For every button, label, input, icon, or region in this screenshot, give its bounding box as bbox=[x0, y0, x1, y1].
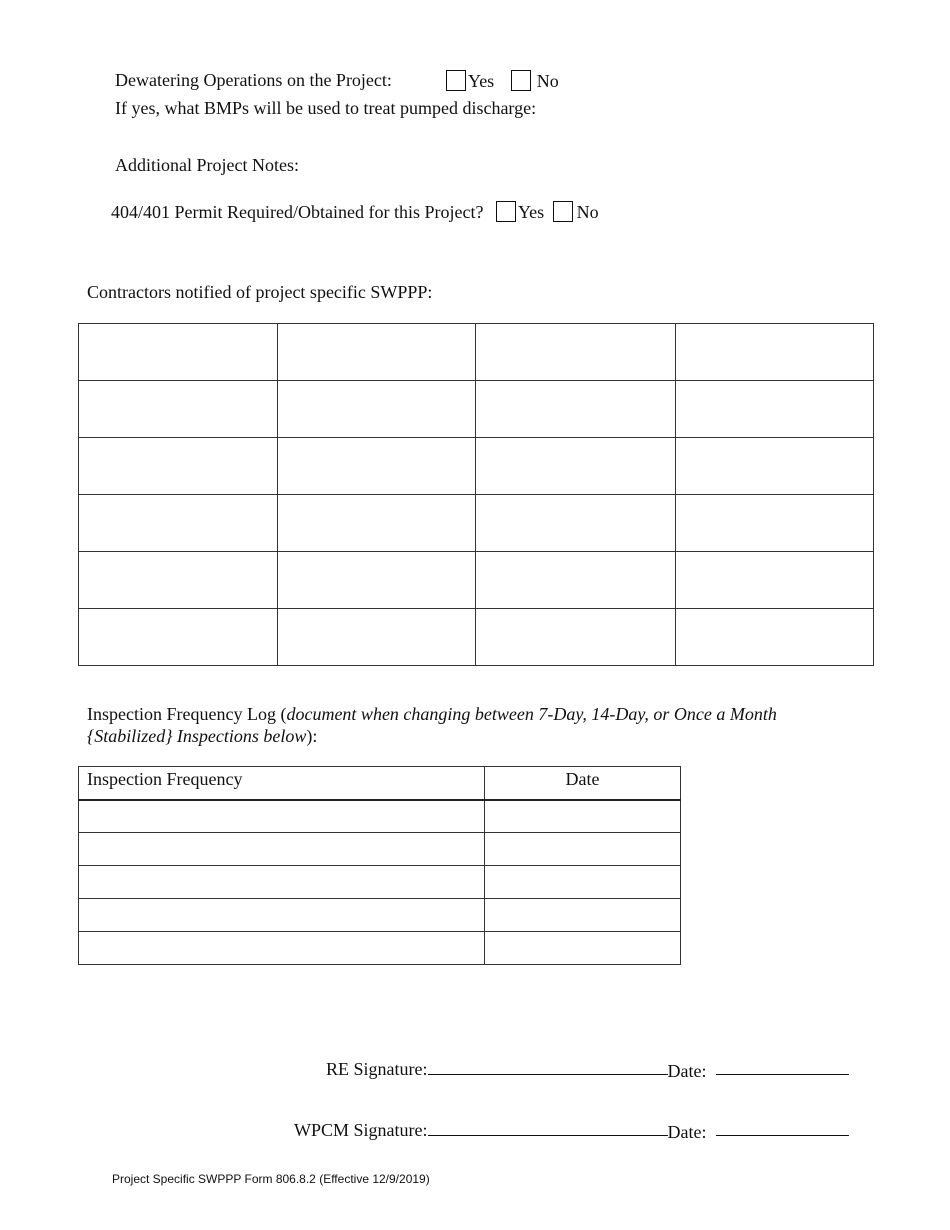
contractor-cell[interactable] bbox=[675, 609, 873, 666]
contractor-row bbox=[79, 495, 874, 552]
contractor-row bbox=[79, 438, 874, 495]
contractor-cell[interactable] bbox=[278, 609, 476, 666]
contractor-cell[interactable] bbox=[278, 381, 476, 438]
contractor-cell[interactable] bbox=[79, 495, 278, 552]
inspection-frequency-cell[interactable] bbox=[79, 866, 485, 899]
dewatering-yes-checkbox[interactable] bbox=[446, 70, 466, 91]
re-signature-line[interactable] bbox=[428, 1058, 668, 1075]
contractor-cell[interactable] bbox=[476, 552, 675, 609]
contractor-cell[interactable] bbox=[278, 438, 476, 495]
dewatering-followup: If yes, what BMPs will be used to treat pumped discharge: bbox=[115, 98, 537, 118]
inspection-frequency-cell[interactable] bbox=[79, 800, 485, 833]
contractor-cell[interactable] bbox=[675, 324, 873, 381]
inspection-frequency-row bbox=[79, 932, 681, 965]
contractor-cell[interactable] bbox=[79, 552, 278, 609]
contractor-cell[interactable] bbox=[675, 495, 873, 552]
inspection-frequency-cell[interactable] bbox=[79, 833, 485, 866]
wpcm-date-line[interactable] bbox=[716, 1119, 849, 1136]
inspection-date-cell[interactable] bbox=[485, 866, 681, 899]
contractor-row bbox=[79, 381, 874, 438]
inspection-frequency-row bbox=[79, 833, 681, 866]
inspection-log-title bbox=[87, 703, 847, 747]
permit-no-checkbox[interactable] bbox=[553, 201, 573, 222]
contractor-cell[interactable] bbox=[476, 324, 675, 381]
contractor-cell[interactable] bbox=[675, 438, 873, 495]
additional-notes-label: Additional Project Notes: bbox=[115, 155, 299, 175]
permit-no-label: No bbox=[576, 202, 599, 222]
contractor-cell[interactable] bbox=[476, 609, 675, 666]
dewatering-row bbox=[115, 70, 392, 91]
inspection-frequency-column-header: Inspection Frequency bbox=[79, 767, 485, 800]
permit-label: 404/401 Permit Required/Obtained for this Project? bbox=[111, 202, 484, 222]
inspection-frequency-row bbox=[79, 800, 681, 833]
permit-yes-checkbox[interactable] bbox=[496, 201, 516, 222]
permit-row bbox=[111, 201, 599, 223]
contractor-cell[interactable] bbox=[79, 609, 278, 666]
inspection-log-title-prefix: Inspection Frequency Log ( bbox=[87, 704, 287, 724]
contractor-cell[interactable] bbox=[278, 324, 476, 381]
wpcm-signature-line[interactable] bbox=[428, 1119, 668, 1136]
contractors-table bbox=[78, 323, 874, 666]
wpcm-signature-row bbox=[294, 1119, 849, 1141]
permit-yes-label: Yes bbox=[517, 202, 545, 222]
contractor-row bbox=[79, 324, 874, 381]
inspection-date-cell[interactable] bbox=[485, 833, 681, 866]
contractor-cell[interactable] bbox=[79, 381, 278, 438]
inspection-date-cell[interactable] bbox=[485, 800, 681, 833]
contractor-cell[interactable] bbox=[79, 324, 278, 381]
dewatering-label: Dewatering Operations on the Project: bbox=[115, 70, 392, 90]
re-signature-label: RE Signature: bbox=[326, 1059, 428, 1079]
date-column-header: Date bbox=[485, 767, 681, 800]
contractor-cell[interactable] bbox=[675, 381, 873, 438]
inspection-log-title-suffix: ): bbox=[306, 726, 318, 746]
contractor-row bbox=[79, 609, 874, 666]
contractor-cell[interactable] bbox=[476, 438, 675, 495]
re-date-label: Date: bbox=[667, 1061, 707, 1081]
form-footer: Project Specific SWPPP Form 806.8.2 (Effective 12/9/2019) bbox=[112, 1172, 430, 1186]
re-date-line[interactable] bbox=[716, 1058, 849, 1075]
inspection-date-cell[interactable] bbox=[485, 899, 681, 932]
wpcm-signature-label: WPCM Signature: bbox=[294, 1120, 428, 1140]
contractor-cell[interactable] bbox=[79, 438, 278, 495]
inspection-frequency-cell[interactable] bbox=[79, 932, 485, 965]
dewatering-no-checkbox[interactable] bbox=[511, 70, 531, 91]
inspection-frequency-table bbox=[78, 766, 681, 965]
inspection-log-title-italic: document when changing between 7-Day, 14-Day, or Once a Month {Stabilized} Inspections below bbox=[87, 704, 777, 746]
contractor-row bbox=[79, 552, 874, 609]
inspection-date-cell[interactable] bbox=[485, 932, 681, 965]
contractor-cell[interactable] bbox=[476, 381, 675, 438]
inspection-frequency-row bbox=[79, 866, 681, 899]
contractor-cell[interactable] bbox=[278, 552, 476, 609]
dewatering-options bbox=[446, 70, 559, 92]
contractors-label: Contractors notified of project specific SWPPP: bbox=[87, 282, 433, 302]
dewatering-no-label: No bbox=[536, 71, 559, 91]
re-signature-row bbox=[326, 1058, 849, 1080]
wpcm-date-label: Date: bbox=[667, 1122, 707, 1142]
contractor-cell[interactable] bbox=[476, 495, 675, 552]
inspection-frequency-cell[interactable] bbox=[79, 899, 485, 932]
dewatering-yes-label: Yes bbox=[468, 71, 495, 91]
contractor-cell[interactable] bbox=[675, 552, 873, 609]
inspection-frequency-row bbox=[79, 899, 681, 932]
contractor-cell[interactable] bbox=[278, 495, 476, 552]
inspection-frequency-header-row bbox=[79, 767, 681, 800]
